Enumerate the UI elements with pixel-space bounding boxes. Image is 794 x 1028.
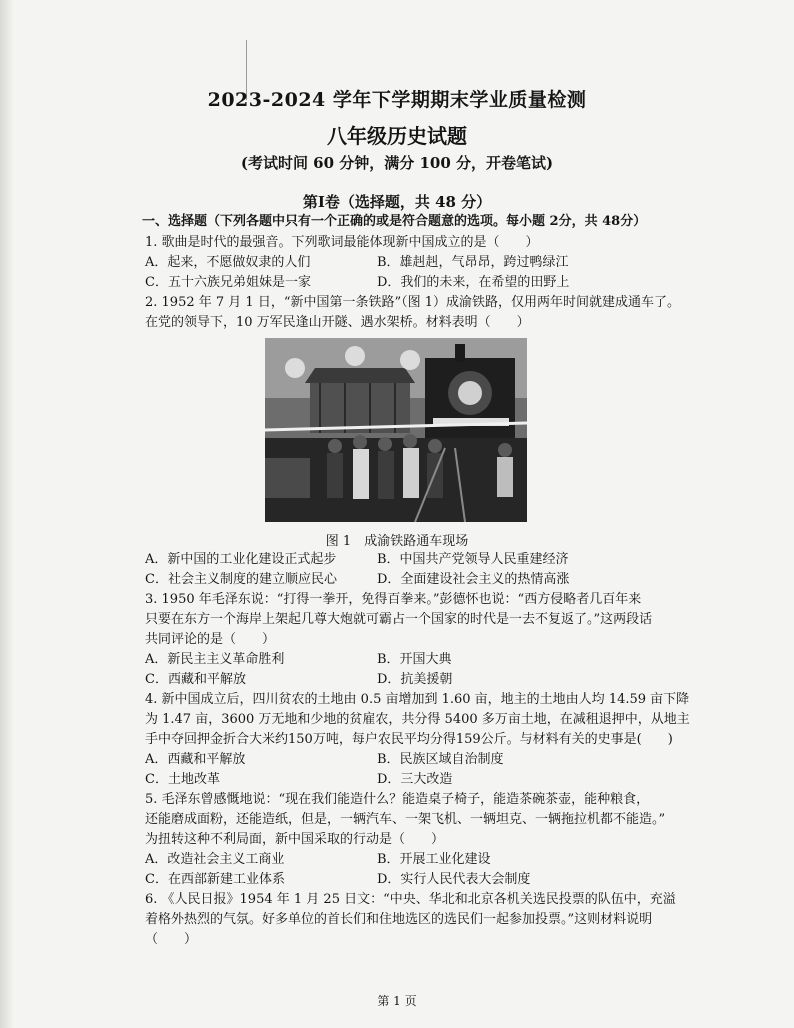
question-5-option-c: C．在西部新建工业体系 [145, 872, 285, 887]
question-4-stem-line-1: 4. 新中国成立后，四川贫农的土地由 0.5 亩增加到 1.60 亩，地主的土地由人均 14.59 亩下降 [145, 692, 690, 707]
question-5-stem-line-3: 为扭转这种不利局面，新中国采取的行动是（ ） [145, 832, 445, 847]
exam-title: 2023-2024 学年下学期期末学业质量检测 [207, 89, 587, 111]
section-instructions: 一、选择题（下列各题中只有一个正确的或是符合题意的选项。每小题 2分，共 48分） [142, 214, 647, 229]
question-4-option-d: D．三大改造 [377, 772, 453, 787]
question-3-stem-line-2: 只要在东方一个海岸上架起几尊大炮就可霸占一个国家的时代是一去不复返了。”这两段话 [145, 612, 653, 627]
question-3-option-a: A．新民主主义革命胜利 [145, 652, 285, 667]
question-1-stem: 1. 歌曲是时代的最强音。下列歌词最能体现新中国成立的是（ ） [145, 235, 539, 250]
question-3-stem-line-1: 3. 1950 年毛泽东说：“打得一拳开，免得百拳来。”彭德怀也说：“西方侵略者几百年来 [145, 592, 642, 607]
question-2-stem-line-1: 2. 1952 年 7 月 1 日，“新中国第一条铁路”（图 1）成渝铁路，仅用两年时间就建成通车了。 [145, 295, 681, 310]
question-6-stem-line-1: 6. 《人民日报》1954 年 1 月 25 日文：“中央、华北和北京各机关选民投票的队伍中，充溢 [145, 892, 676, 907]
exam-subtitle: 八年级历史试题 [327, 124, 467, 148]
question-6-stem-line-2: 着格外热烈的气氛。好多单位的首长们和住地选区的选民们一起参加投票。”这则材料说明 [145, 912, 653, 927]
question-1-option-d: D．我们的未来，在希望的田野上 [377, 275, 570, 290]
question-1-option-c: C．五十六族兄弟姐妹是一家 [145, 275, 311, 290]
question-1-option-a: A．起来，不愿做奴隶的人们 [145, 255, 311, 270]
question-3-option-b: B．开国大典 [377, 652, 452, 667]
question-2-option-b: B．中国共产党领导人民重建经济 [377, 552, 569, 567]
question-2-option-d: D．全面建设社会主义的热情高涨 [377, 572, 570, 587]
question-4-stem-line-3: 手中夺回押金折合大米约150万吨，每户农民平均分得159公斤。与材料有关的史事是( ) [145, 732, 673, 747]
question-5-option-b: B．开展工业化建设 [377, 852, 491, 867]
question-5-option-d: D．实行人民代表大会制度 [377, 872, 531, 887]
figure-1-caption: 图 1 成渝铁路通车现场 [325, 534, 469, 549]
question-4-option-b: B．民族区域自治制度 [377, 752, 504, 767]
exam-info: (考试时间 60 分钟，满分 100 分，开卷笔试) [240, 154, 554, 172]
question-2-option-a: A．新中国的工业化建设正式起步 [145, 552, 337, 567]
question-3-option-d: D．抗美援朝 [377, 672, 453, 687]
page-number: 第 1 页 [377, 994, 417, 1008]
question-1-option-b: B．雄赳赳，气昂昂，跨过鸭绿江 [377, 255, 569, 270]
question-6-stem-line-3: （ ） [145, 932, 198, 947]
question-2-option-c: C．社会主义制度的建立顺应民心 [145, 572, 337, 587]
question-3-stem-line-3: 共同评论的是（ ） [145, 632, 276, 647]
railway-opening-photo-illustration [265, 338, 527, 522]
question-5-stem-line-2: 还能磨成面粉，还能造纸，但是，一辆汽车、一架飞机、一辆坦克、一辆拖拉机都不能造。” [145, 812, 666, 827]
question-2-stem-line-2: 在党的领导下，10 万军民逢山开隧、遇水架桥。材料表明（ ） [145, 315, 530, 330]
figure-1-railway-photo [265, 338, 527, 522]
question-4-option-a: A．西藏和平解放 [145, 752, 246, 767]
question-5-stem-line-1: 5. 毛泽东曾感慨地说：“现在我们能造什么？能造桌子椅子，能造茶碗茶壶，能种粮食， [145, 792, 650, 807]
question-4-stem-line-2: 为 1.47 亩，3600 万无地和少地的贫雇农，共分得 5400 多万亩土地，在减租退押中，从地主 [145, 712, 690, 727]
question-3-option-c: C．西藏和平解放 [145, 672, 246, 687]
question-4-option-c: C．土地改革 [145, 772, 220, 787]
section-title: 第Ⅰ卷（选择题，共 48 分） [302, 193, 492, 211]
question-5-option-a: A．改造社会主义工商业 [145, 852, 285, 867]
